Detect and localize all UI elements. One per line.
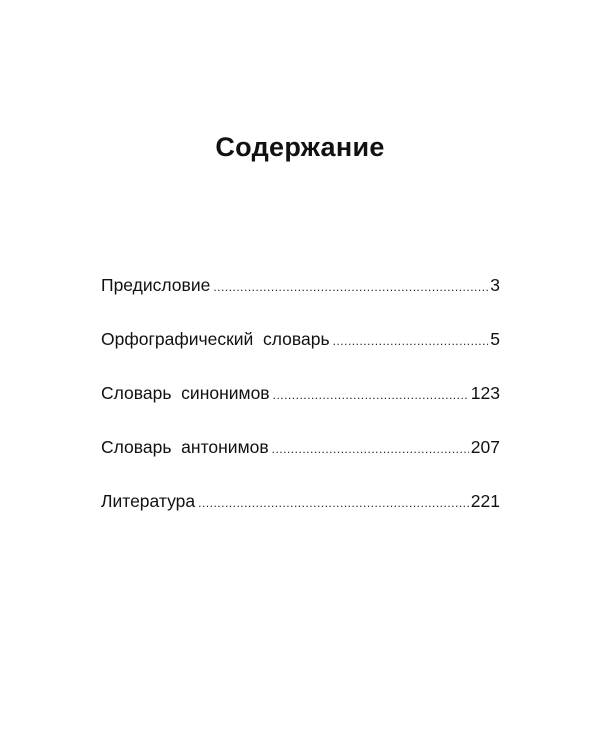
- toc-entry-synonyms-dictionary: [101, 378, 500, 408]
- toc-entry-antonyms-dictionary: [101, 432, 500, 462]
- toc-page-number: 5: [490, 329, 500, 349]
- toc-page-number: 207: [470, 437, 500, 457]
- toc-entry-label: Литература: [101, 491, 196, 511]
- toc-entry-label: Словарь синонимов: [101, 383, 270, 403]
- toc-dot-leader: [333, 326, 489, 356]
- toc-entry-literature: [101, 486, 500, 516]
- toc-entry-label: Орфографический словарь: [101, 329, 330, 349]
- toc-dot-leader: [272, 434, 469, 464]
- toc-entry-label: Словарь антонимов: [101, 437, 269, 457]
- toc-entry-orthographic-dictionary: [101, 324, 500, 354]
- toc-page-number: 123: [470, 383, 500, 403]
- toc-page-number: 3: [490, 275, 500, 295]
- toc-dot-leader: [213, 272, 488, 302]
- page-title: Содержание: [215, 132, 385, 163]
- toc-entry-preface: [101, 270, 500, 300]
- table-of-contents: [101, 270, 500, 540]
- toc-dot-leader: [198, 488, 469, 518]
- toc-entry-label: Предисловие: [101, 275, 211, 295]
- toc-page-number: 221: [470, 491, 500, 511]
- toc-dot-leader: [273, 380, 469, 410]
